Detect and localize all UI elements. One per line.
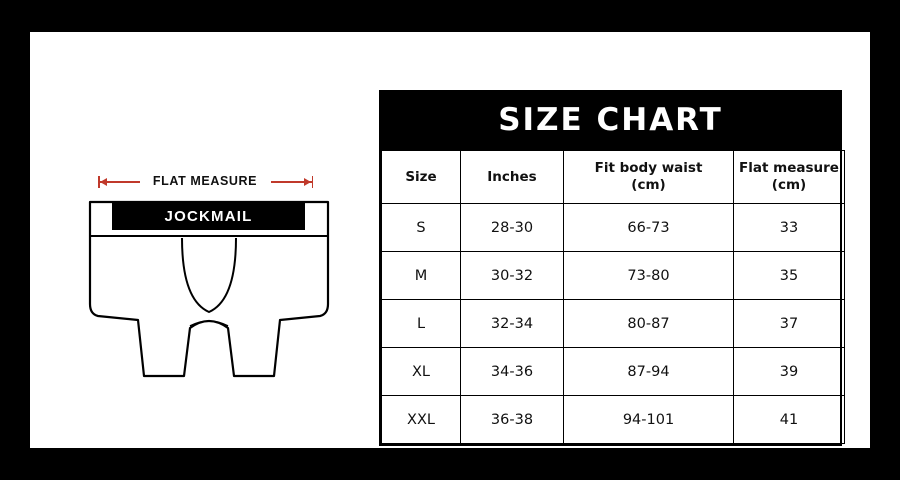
column-header-inches [461,151,564,204]
cell-inches: 28-30 [461,204,564,252]
size-chart-table-wrap [379,90,842,446]
cell-fit-body-waist: 73-80 [564,252,734,300]
cell-fit-body-waist: 87-94 [564,348,734,396]
cell-inches: 30-32 [461,252,564,300]
cell-size: XXL [382,396,461,444]
column-header-fit-body-waist-line2: (cm) [631,177,666,193]
size-chart-table [381,150,845,444]
cell-flat-measure: 35 [734,252,845,300]
column-header-flat-measure-line1: Flat measure [739,160,839,177]
cell-fit-body-waist: 66-73 [564,204,734,252]
cell-fit-body-waist: 80-87 [564,300,734,348]
column-header-fit-body-waist-line1: Fit body waist [594,160,703,177]
table-row [382,348,845,396]
cell-fit-body-waist: 94-101 [564,396,734,444]
column-header-size [382,151,461,204]
table-header-row [382,151,845,204]
white-canvas [30,32,870,448]
cell-size: S [382,204,461,252]
brand-label: JOCKMAIL [112,202,305,230]
column-header-flat-measure [734,151,845,204]
column-header-size-line1: Size [405,168,437,185]
cell-flat-measure: 39 [734,348,845,396]
cell-inches: 32-34 [461,300,564,348]
cell-size: XL [382,348,461,396]
table-row [382,252,845,300]
cell-inches: 36-38 [461,396,564,444]
cell-flat-measure: 37 [734,300,845,348]
cell-flat-measure: 41 [734,396,845,444]
cell-inches: 34-36 [461,348,564,396]
cell-size: M [382,252,461,300]
product-illustration [60,112,350,402]
column-header-fit-body-waist [564,151,734,204]
table-row [382,396,845,444]
cell-flat-measure: 33 [734,204,845,252]
table-row [382,204,845,252]
column-header-flat-measure-line2: (cm) [771,177,807,193]
cell-size: L [382,300,461,348]
table-row [382,300,845,348]
column-header-inches-line1: Inches [487,168,537,185]
flat-measure-label: FLAT MEASURE [152,174,258,188]
chart-title: SIZE CHART [381,92,840,150]
